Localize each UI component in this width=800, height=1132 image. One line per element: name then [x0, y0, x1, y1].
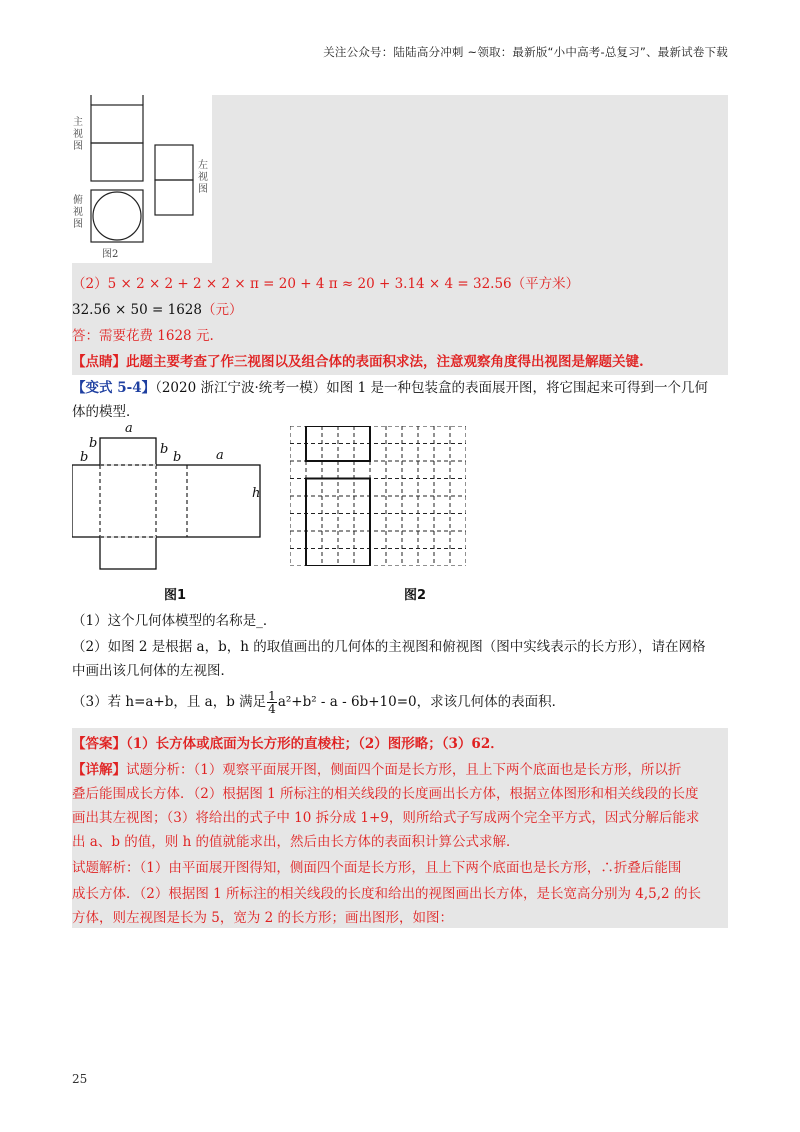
solution-line-2-math: 32.56 × 50 = 1628: [72, 302, 202, 318]
problem-intro-line-2: 体的模型．: [72, 404, 140, 420]
page-header: 关注公众号：陆陆高分冲刺 ~领取：最新版“小中高考-总复习”、最新试卷下载: [323, 45, 728, 59]
question-1: （1）这个几何体模型的名称是_．: [72, 613, 277, 629]
label-b-left-2: b: [80, 450, 89, 465]
question-3: [72, 690, 565, 715]
comment-tag: 【点睛】: [72, 354, 126, 370]
detail-line-7: 方体，则左视图是长为 5，宽为 2 的长方形；画出图形，如图：: [72, 910, 454, 926]
question-3-fraction: [267, 690, 277, 715]
answer-line: 答：需要花费 1628 元.: [72, 328, 214, 344]
fraction-numerator: 1: [268, 689, 276, 703]
problem-intro-line-1: [72, 378, 708, 398]
net-figure: [72, 421, 272, 574]
top-view-label: 俯视图: [73, 195, 83, 230]
detail-text-1: 试题分析：（1）观察平面展开图，侧面四个面是长方形，且上下两个底面也是长方形，所以折: [126, 762, 682, 778]
detail-tag: 【详解】: [72, 762, 126, 778]
three-views-figure: [72, 95, 212, 263]
net-drawing: [72, 424, 272, 574]
question-3-pre: （3）若 h=a+b，且 a，b 满足: [72, 694, 267, 710]
figure-2-caption: 图2: [404, 588, 427, 603]
left-view-label: 左视图: [198, 160, 208, 195]
solution-line-2: [72, 300, 242, 320]
problem-intro-text: （2020 浙江宁波·统考一模）如图 1 是一种包装盒的表面展开图，将它围起来可得到一个几何: [155, 380, 708, 396]
fraction-denominator: 4: [268, 702, 276, 716]
label-b-mid-1: b: [160, 442, 169, 457]
comment-text: 此题主要考查了作三视图以及组合体的表面积求法，注意观察角度得出视图是解题关键.: [126, 354, 644, 370]
main-view-label: 主视图: [73, 117, 83, 152]
problem-tag: 【变式 5-4】: [72, 380, 156, 396]
detail-line-6: 成长方体．（2）根据图 1 所标注的相关线段的长度和给出的视图画出长方体，是长宽高分别为 4,5,2 的长: [72, 886, 701, 902]
question-2-line-1: （2）如图 2 是根据 a，b，h 的取值画出的几何体的主视图和俯视图（图中实线表示的长方形），请在网格: [72, 639, 706, 655]
label-a-top: a: [125, 421, 133, 436]
page-number: 25: [72, 1072, 88, 1086]
answer-tag: 【答案】: [72, 736, 126, 752]
label-h: h: [252, 486, 261, 501]
three-views-drawing: [72, 95, 212, 263]
detail-line-5: 试题解析：（1）由平面展开图得知，侧面四个面是长方形，且上下两个底面也是长方形，∴折叠后能围: [72, 860, 682, 876]
solution-line-2-unit: （元）: [201, 302, 243, 318]
detail-line-4: 出 a、b 的值，则 h 的值就能求出，然后由长方体的表面积计算公式求解．: [72, 834, 520, 850]
grid-figure: [290, 426, 466, 566]
detail-line-2: 叠后能围成长方体．（2）根据图 1 所标注的相关线段的长度画出长方体，根据立体图形和相关线段的长度: [72, 786, 699, 802]
label-b-left-1: b: [89, 436, 98, 451]
answer-summary: [72, 734, 504, 754]
figure-1-caption: 图1: [164, 588, 187, 603]
figure-caption: 图2: [102, 249, 119, 260]
solution-line-1: （2）5 × 2 × 2 + 2 × 2 × π = 20 + 4 π ≈ 20 + 3.14 × 4 = 32.56（平方米）: [72, 276, 580, 292]
label-b-mid-2: b: [173, 450, 182, 465]
detail-line-3: 画出其左视图；（3）将给出的式子中 10 拆分成 1+9，则所给式子写成两个完全平方式，因式分解后能求: [72, 810, 700, 826]
question-2-line-2: 中画出该几何体的左视图．: [72, 663, 234, 679]
comment-line: [72, 352, 644, 372]
label-a-right: a: [216, 448, 224, 463]
question-3-post: a²+b² - a - 6b+10=0，求该几何体的表面积．: [277, 694, 566, 710]
answer-text: （1）长方体或底面为长方形的直棱柱；（2）图形略；（3）62．: [126, 736, 504, 752]
detail-line-1: [72, 760, 681, 780]
grid-drawing: [290, 426, 466, 566]
